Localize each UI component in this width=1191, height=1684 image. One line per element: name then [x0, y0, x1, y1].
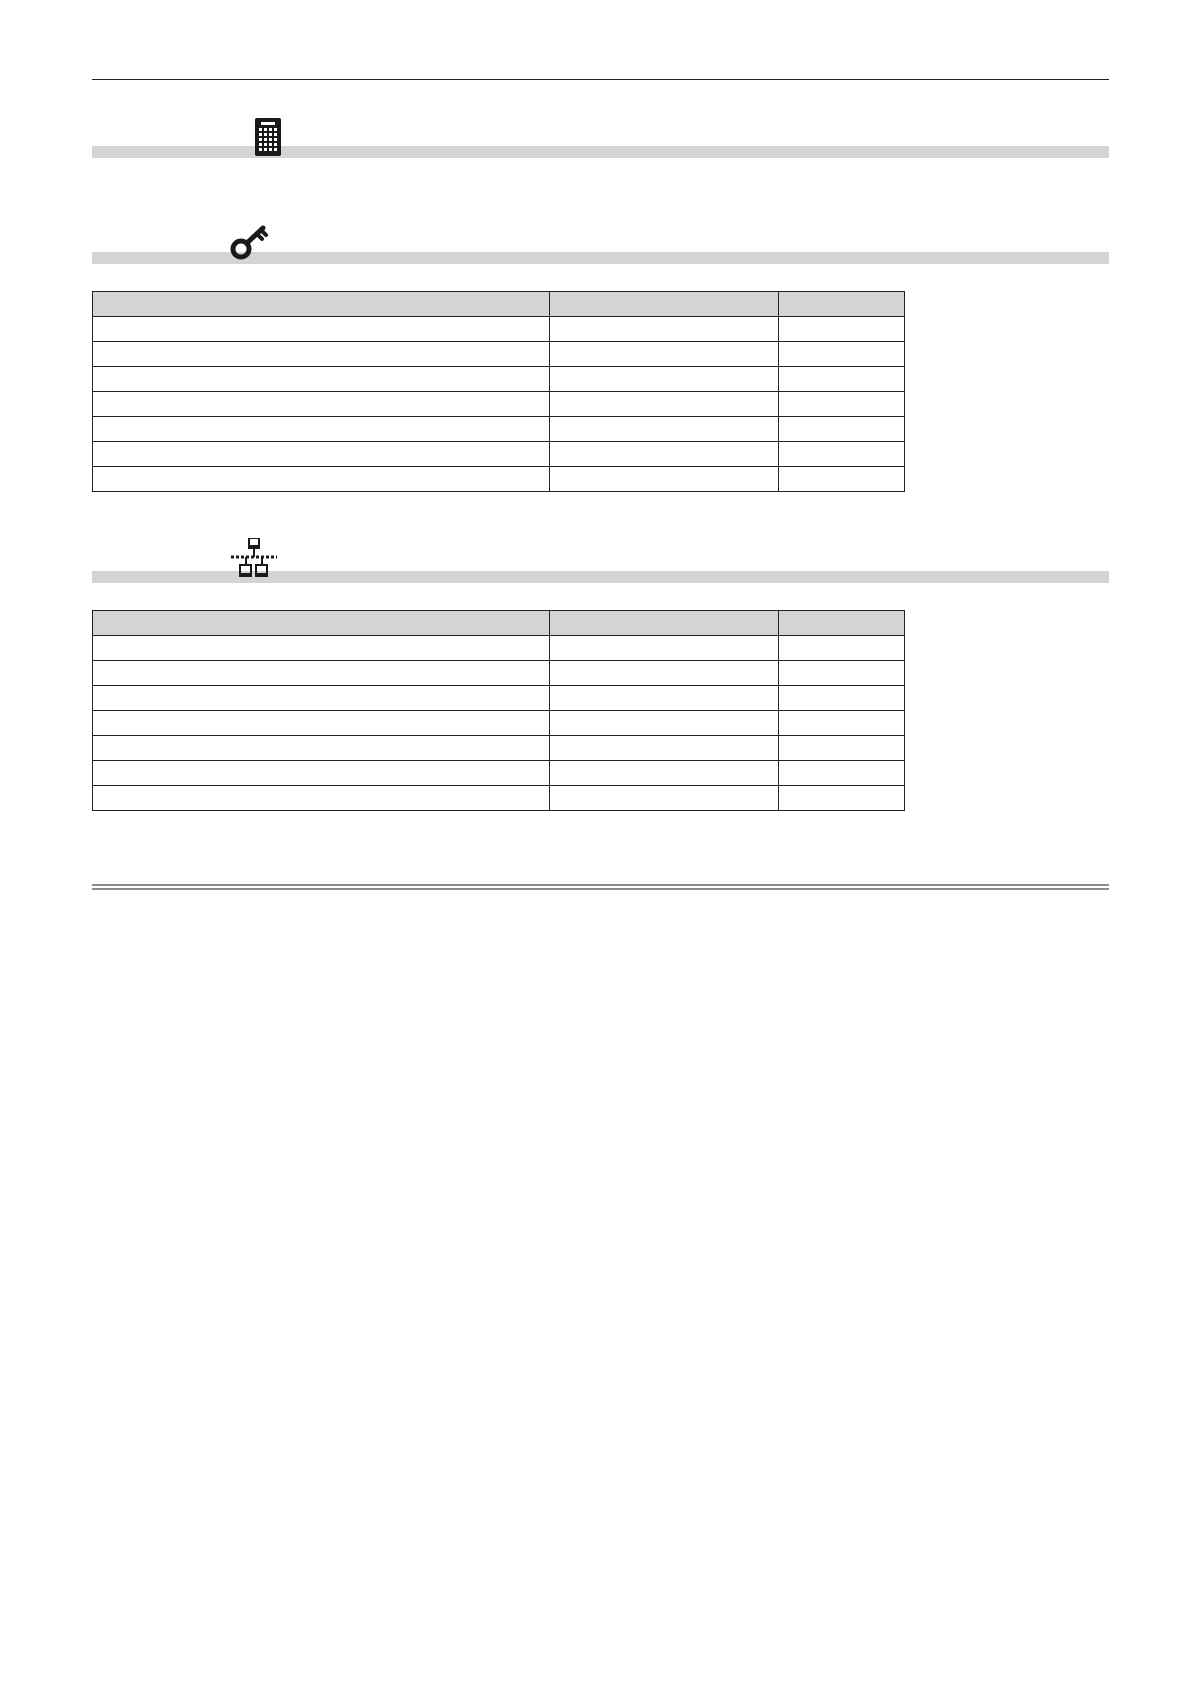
column-header [550, 292, 779, 317]
table-cell [779, 636, 905, 661]
table-cell [779, 417, 905, 442]
table-row [93, 686, 905, 711]
table-cell [93, 342, 550, 367]
table-cell [550, 636, 779, 661]
table-cell [779, 761, 905, 786]
table-cell [93, 761, 550, 786]
table-cell [550, 467, 779, 492]
table-cell [550, 711, 779, 736]
column-header [93, 611, 550, 636]
table-cell [93, 317, 550, 342]
table-row [93, 661, 905, 686]
table-cell [93, 367, 550, 392]
table-cell [93, 392, 550, 417]
table-row [93, 761, 905, 786]
table-cell [550, 392, 779, 417]
table-cell [550, 342, 779, 367]
table-header-row [93, 611, 905, 636]
column-header [550, 611, 779, 636]
table-1 [92, 291, 905, 492]
column-header [779, 611, 905, 636]
table-cell [779, 467, 905, 492]
table-cell [779, 342, 905, 367]
table-row [93, 467, 905, 492]
table-cell [779, 442, 905, 467]
table-cell [550, 761, 779, 786]
table-cell [550, 317, 779, 342]
table-cell [93, 661, 550, 686]
calculator-icon [255, 118, 281, 156]
table-cell [779, 392, 905, 417]
table-row [93, 442, 905, 467]
table-2 [92, 610, 905, 811]
table-cell [550, 367, 779, 392]
table-cell [779, 786, 905, 811]
table-cell [93, 736, 550, 761]
top-rule [92, 79, 1109, 80]
table-cell [93, 417, 550, 442]
table-row [93, 317, 905, 342]
table-cell [779, 736, 905, 761]
table-cell [550, 442, 779, 467]
table-row [93, 392, 905, 417]
table-row [93, 636, 905, 661]
table-row [93, 711, 905, 736]
table-cell [550, 736, 779, 761]
table-cell [93, 711, 550, 736]
table-cell [550, 686, 779, 711]
table-cell [93, 786, 550, 811]
bottom-double-rule [92, 884, 1109, 890]
table-row [93, 342, 905, 367]
section-band-1 [92, 146, 1109, 158]
table-cell [93, 686, 550, 711]
column-header [779, 292, 905, 317]
table-cell [550, 661, 779, 686]
key-icon [229, 224, 271, 261]
table-cell [779, 317, 905, 342]
table-header-row [93, 292, 905, 317]
column-header [93, 292, 550, 317]
table-row [93, 367, 905, 392]
table-cell [93, 467, 550, 492]
table-row [93, 786, 905, 811]
table-cell [779, 367, 905, 392]
table-cell [779, 661, 905, 686]
table-cell [779, 711, 905, 736]
table-cell [550, 786, 779, 811]
network-icon [231, 538, 277, 582]
table-cell [550, 417, 779, 442]
table-row [93, 417, 905, 442]
table-cell [779, 686, 905, 711]
table-cell [93, 636, 550, 661]
table-row [93, 736, 905, 761]
table-cell [93, 442, 550, 467]
